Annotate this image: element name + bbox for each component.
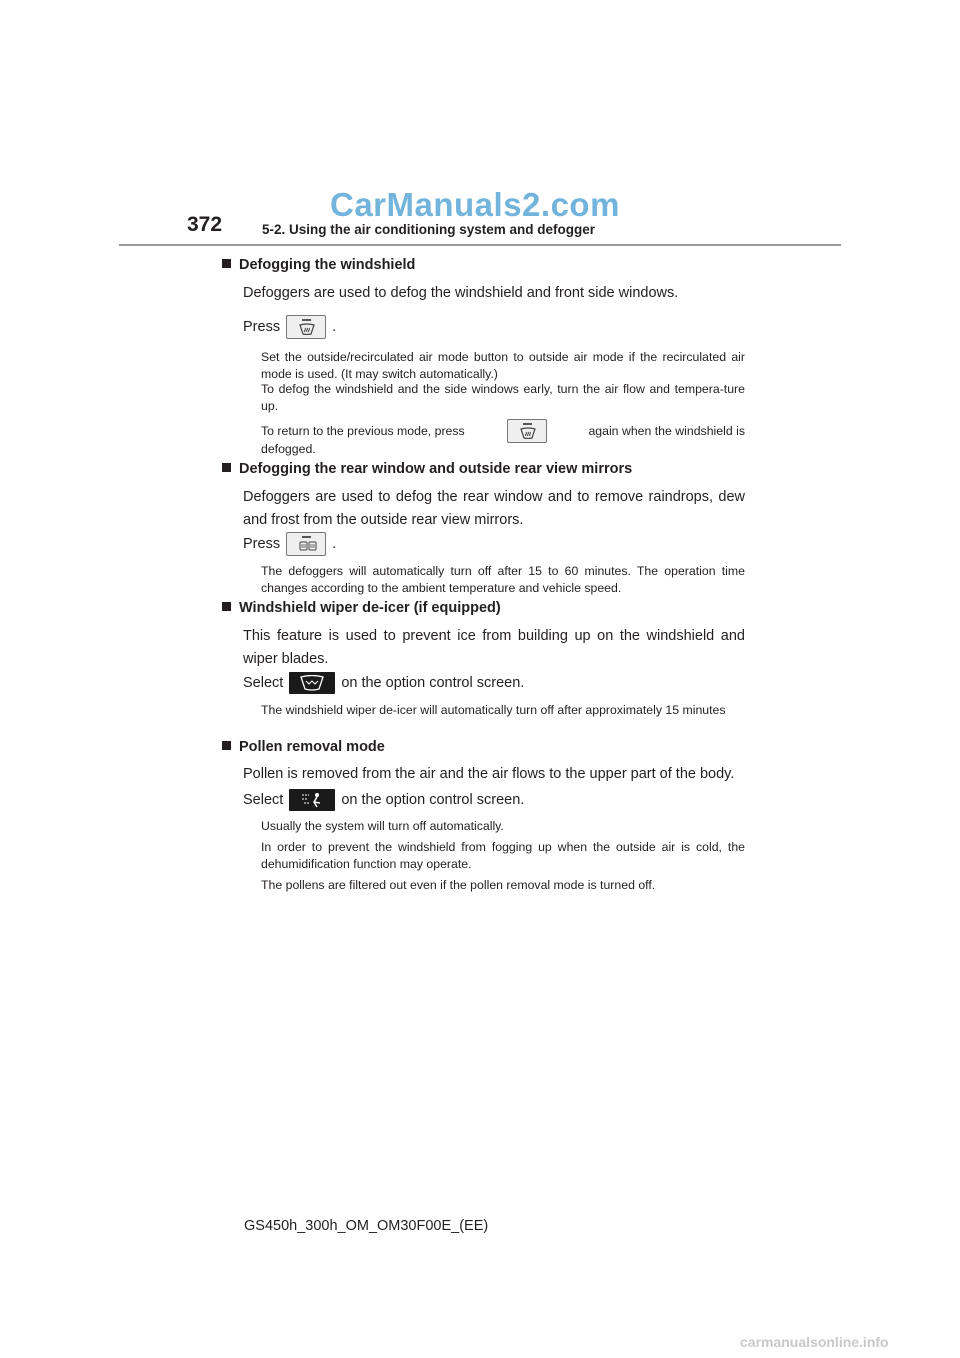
press-row-rear [243,532,336,556]
body-defog-windshield: Defoggers are used to defog the windshield and front side windows. [243,285,679,301]
watermark-logo: CarManuals2.com [330,186,620,223]
press-row-windshield [243,315,336,339]
note-rear: The defoggers will automatically turn off after 15 to 60 minutes. The operation time changes according to the ambient temperature and vehicle speed. [261,564,745,595]
note-pollen-3: The pollens are filtered out even if the pollen removal mode is turned off. [261,878,656,892]
header-divider [119,244,841,246]
press-label: Press [243,536,281,552]
select-after: on the option control screen. [341,675,525,691]
body-defog-rear: Defoggers are used to defog the rear window and to remove raindrops, dew and frost from the outside rear view mirrors. [243,489,745,528]
press-after: . [332,319,337,335]
select-row-deicer [243,672,524,694]
heading-wiper-deicer [222,600,501,616]
heading-text: Windshield wiper de-icer (if equipped) [239,600,501,616]
watermark-bottom: carmanualsonline.info [740,1334,889,1350]
body-pollen-removal: Pollen is removed from the air and the air flows to the upper part of the body. [243,766,735,782]
body-wiper-deicer: This feature is used to prevent ice from building up on the windshield and wiper blades. [243,628,745,667]
heading-pollen-removal [222,739,385,755]
heading-text: Defogging the windshield [239,257,416,273]
wiper-de-icer-icon [289,672,335,694]
press-after: . [332,536,337,552]
note-windshield-1: Set the outside/recirculated air mode button to outside air mode if the recirculated air mode is used. (It may switch automatically.) [261,350,745,381]
heading-defog-rear [222,461,632,477]
square-bullet-icon [222,259,231,268]
square-bullet-icon [222,602,231,611]
rear-window-defogger-button-icon [286,532,326,556]
square-bullet-icon [222,463,231,472]
press-label: Press [243,319,281,335]
heading-defog-windshield [222,257,415,273]
page-number: 372 [187,213,223,236]
note-pollen-1: Usually the system will turn off automatically. [261,819,504,833]
square-bullet-icon [222,741,231,750]
windshield-defogger-button-icon [507,419,547,443]
section-header: 5-2. Using the air conditioning system and defogger [262,222,596,237]
select-row-pollen [243,789,524,811]
select-after: on the option control screen. [341,792,525,808]
return-note-row [261,419,745,443]
pollen-removal-icon [289,789,335,811]
return-note-after: again when the windshield is [588,424,745,438]
select-label: Select [243,675,284,691]
note-windshield-2: To defog the windshield and the side windows early, turn the air flow and tempera-ture up. [261,382,745,413]
return-note-before: To return to the previous mode, press [261,424,465,438]
heading-text: Pollen removal mode [239,739,385,755]
return-note-end: defogged. [261,442,316,456]
heading-text: Defogging the rear window and outside rear view mirrors [239,461,633,477]
note-pollen-2: In order to prevent the windshield from fogging up when the outside air is cold, the dehumidification function may operate. [261,840,745,871]
document-footer-code: GS450h_300h_OM_OM30F00E_(EE) [244,1218,489,1234]
windshield-defogger-button-icon [286,315,326,339]
select-label: Select [243,792,284,808]
note-deicer: The windshield wiper de-icer will automatically turn off after approximately 15 minutes [261,703,726,717]
